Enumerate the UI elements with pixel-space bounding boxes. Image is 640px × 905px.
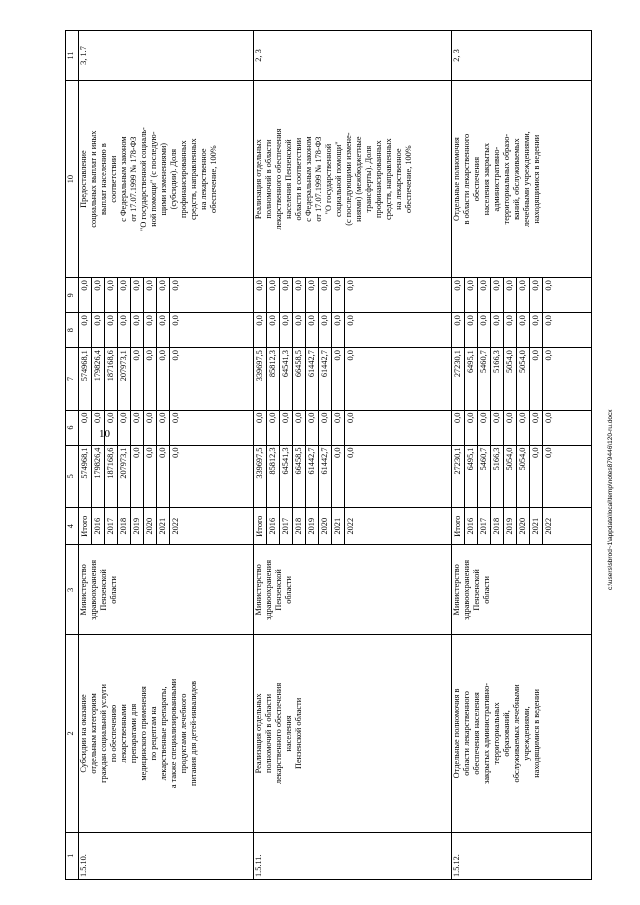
- total-funding-value: 5166,3: [491, 446, 504, 507]
- federal-funding-value: 0,0: [530, 411, 543, 445]
- year-list-value: 2020: [144, 508, 157, 544]
- header-col-1: 1: [66, 832, 79, 879]
- total-funding-value: 179826,4: [92, 446, 105, 507]
- other-funding: [79, 278, 254, 313]
- other-funding-value: 0,0: [293, 278, 306, 312]
- local-funding: [254, 313, 452, 348]
- other-funding-value: 0,0: [280, 278, 293, 312]
- local-funding-value: 0,0: [491, 313, 504, 347]
- total-funding-value: 66458,5: [293, 446, 306, 507]
- local-funding-value: 0,0: [157, 313, 170, 347]
- header-col-2: 2: [66, 635, 79, 832]
- year-list-value: 2017: [280, 508, 293, 544]
- federal-funding-value: 0,0: [544, 412, 553, 423]
- other-funding-value: 0,0: [267, 278, 280, 312]
- federal-funding-value: 0,0: [79, 411, 92, 445]
- other-funding-value: 0,0: [478, 278, 491, 312]
- header-col-5: 5: [66, 445, 79, 507]
- header-col-9: 9: [66, 278, 79, 313]
- expected-result: Предоставление социальных выплат и иных выплат населению в соответствии с Федеральным законом от 17.07.1999 № 178-ФЗ "О государственной социаль- ной помощи" (с последую- щими изменениями) (субсидии). Доля профинансированных средств, направленных на лекарственное обеспечение, 100%: [79, 80, 254, 277]
- year-list-value: 2020: [517, 508, 530, 544]
- total-funding-value: 61442,7: [306, 446, 319, 507]
- header-row: [66, 31, 79, 880]
- total-funding-value: 5054,0: [504, 446, 517, 507]
- regional-funding-value: 64541,3: [280, 348, 293, 409]
- year-list: [452, 507, 592, 544]
- total-funding-value: 5460,7: [478, 446, 491, 507]
- federal-funding-value: 0,0: [517, 411, 530, 445]
- local-funding-value: 0,0: [171, 315, 180, 326]
- federal-funding-value: 0,0: [319, 411, 332, 445]
- total-funding: [254, 445, 452, 507]
- federal-funding-value: 0,0: [465, 411, 478, 445]
- federal-funding-value: 0,0: [504, 411, 517, 445]
- total-funding-value: 187168,6: [105, 446, 118, 507]
- header-col-6: 6: [66, 410, 79, 445]
- local-funding-value: 0,0: [79, 313, 92, 347]
- total-funding-value: 85812,3: [267, 446, 280, 507]
- local-funding-value: 0,0: [504, 313, 517, 347]
- other-funding-value: 0,0: [346, 280, 355, 291]
- local-funding-value: 0,0: [517, 313, 530, 347]
- local-funding-value: 0,0: [478, 313, 491, 347]
- header-col-3: 3: [66, 545, 79, 635]
- other-funding-value: 0,0: [157, 278, 170, 312]
- federal-funding-value: 0,0: [306, 411, 319, 445]
- regional-funding-value: 187168,6: [105, 348, 118, 409]
- total-funding-value: 0,0: [157, 446, 170, 507]
- regional-funding-value: 339697,5: [254, 348, 267, 409]
- program-table-rotated: [65, 30, 581, 880]
- total-funding: [79, 445, 254, 507]
- measure-name: Реализация отдельных полномочий в области лекарственного обеспечения населения Пензенской области: [254, 635, 452, 832]
- table-row: [254, 31, 452, 880]
- regional-funding-value: 27230,1: [452, 348, 465, 409]
- federal-funding-value: 0,0: [171, 412, 180, 423]
- local-funding-value: 0,0: [544, 315, 553, 326]
- table-row: [452, 31, 592, 880]
- year-list-value: 2019: [131, 508, 144, 544]
- other-funding-value: 0,0: [517, 278, 530, 312]
- other-funding: [254, 278, 452, 313]
- local-funding-value: 0,0: [530, 313, 543, 347]
- local-funding-value: 0,0: [131, 313, 144, 347]
- executor: Министерство здравоохранения Пензенской области: [452, 545, 592, 635]
- year-list-value: 2016: [267, 508, 280, 544]
- header-col-10: 10: [66, 80, 79, 277]
- federal-funding-value: 0,0: [157, 411, 170, 445]
- other-funding-value: 0,0: [118, 278, 131, 312]
- header-col-8: 8: [66, 313, 79, 348]
- regional-funding-value: 0,0: [144, 348, 157, 409]
- table-row: [79, 31, 254, 880]
- regional-funding-value: 574968,1: [79, 348, 92, 409]
- other-funding-value: 0,0: [171, 280, 180, 291]
- other-funding-value: 0,0: [254, 278, 267, 312]
- local-funding-value: 0,0: [92, 313, 105, 347]
- regional-funding-value: 6495,1: [465, 348, 478, 409]
- local-funding-value: 0,0: [293, 313, 306, 347]
- total-funding-value: 0,0: [131, 446, 144, 507]
- regional-funding-value: 0,0: [157, 348, 170, 409]
- other-funding-value: 0,0: [79, 278, 92, 312]
- regional-funding-value: 0,0: [346, 350, 355, 361]
- year-list-value: 2017: [105, 508, 118, 544]
- regional-funding-value: 5054,0: [504, 348, 517, 409]
- regional-funding-value: 5166,3: [491, 348, 504, 409]
- federal-funding-value: 0,0: [118, 411, 131, 445]
- indicator-ref: 2, 3: [452, 31, 592, 81]
- header-col-7: 7: [66, 348, 79, 410]
- regional-funding-value: 61442,7: [319, 348, 332, 409]
- local-funding-value: 0,0: [280, 313, 293, 347]
- regional-funding-value: 85812,3: [267, 348, 280, 409]
- footer-file-path: c:\users\sbrod~1\appdata\local\temp\notes879446\120-ru.docx: [607, 409, 614, 590]
- regional-funding-value: 0,0: [530, 348, 543, 409]
- federal-funding: [254, 410, 452, 445]
- year-list-value: 2021: [332, 508, 345, 544]
- other-funding-value: 0,0: [131, 278, 144, 312]
- regional-funding-value: 0,0: [544, 350, 553, 361]
- other-funding-value: 0,0: [144, 278, 157, 312]
- measure-name: Отдельные полномочия в области лекарственного обеспечения населения закрытых административно- территориальных образований, обслуживаемых лечебными учреждениями, находящимися в ведении: [452, 635, 592, 832]
- local-funding-value: 0,0: [254, 313, 267, 347]
- year-list-value: 2022: [346, 517, 355, 535]
- local-funding-value: 0,0: [319, 313, 332, 347]
- total-funding-value: 27230,1: [452, 446, 465, 507]
- other-funding-value: 0,0: [465, 278, 478, 312]
- other-funding-value: 0,0: [319, 278, 332, 312]
- federal-funding-value: 0,0: [105, 411, 118, 445]
- indicator-ref: 3, 1.7: [79, 31, 254, 81]
- other-funding-value: 0,0: [504, 278, 517, 312]
- program-table: [65, 30, 592, 880]
- year-list-value: 2016: [92, 508, 105, 544]
- federal-funding-value: 0,0: [332, 411, 345, 445]
- local-funding-value: 0,0: [332, 313, 345, 347]
- other-funding-value: 0,0: [544, 280, 553, 291]
- expected-result: Отдельные полномочия в области лекарственного обеспечения населения закрытых административно- территориальных образо- ваний, обслуживаемых лечебными учреждениями, находящимися в ведении: [452, 80, 592, 277]
- total-funding-value: 574968,1: [79, 446, 92, 507]
- federal-funding-value: 0,0: [491, 411, 504, 445]
- local-funding-value: 0,0: [118, 313, 131, 347]
- local-funding-value: 0,0: [105, 313, 118, 347]
- regional-funding-value: 5054,0: [517, 348, 530, 409]
- row-number: 1.5.11.: [254, 832, 452, 879]
- regional-funding-value: 66458,5: [293, 348, 306, 409]
- federal-funding-value: 0,0: [280, 411, 293, 445]
- year-list-value: 2022: [171, 517, 180, 535]
- other-funding-value: 0,0: [105, 278, 118, 312]
- other-funding-value: 0,0: [491, 278, 504, 312]
- local-funding-value: 0,0: [452, 313, 465, 347]
- regional-funding: [254, 348, 452, 410]
- year-list-value: 2019: [504, 508, 517, 544]
- row-number: 1.5.12.: [452, 832, 592, 879]
- regional-funding-value: 5460,7: [478, 348, 491, 409]
- measure-name: Субсидии на оказание отдельным категориям граждан социальной услуги по обеспечению лекарственными препаратами для медицинского применения по рецептам на лекарственные препараты, а также специализированными продуктами лечебного питания для детей-инвалидов: [79, 635, 254, 832]
- expected-result: Реализация отдельных полномочий в области лекарственного обеспечения населения Пензенской области в соответствии с Федеральным законом от 17.07.1999 № 178-ФЗ "О государственной социальной помощи" (с последующими измене- ниями) (межбюджетные трансферты). Доля профинансированных средств, направленных на лекарственное обеспечение, 100%: [254, 80, 452, 277]
- total-funding-value: 0,0: [544, 447, 553, 458]
- header-col-11: 11: [66, 31, 79, 81]
- regional-funding-value: 61442,7: [306, 348, 319, 409]
- federal-funding: [79, 410, 254, 445]
- year-list-value: 2016: [465, 508, 478, 544]
- regional-funding-value: 207973,1: [118, 348, 131, 409]
- row-number: 1.5.10.: [79, 832, 254, 879]
- local-funding: [79, 313, 254, 348]
- federal-funding-value: 0,0: [346, 412, 355, 423]
- total-funding-value: 64541,3: [280, 446, 293, 507]
- federal-funding-value: 0,0: [131, 411, 144, 445]
- total-funding-value: 5054,0: [517, 446, 530, 507]
- executor: Министерство здравоохранения Пензенской области: [79, 545, 254, 635]
- local-funding: [452, 313, 592, 348]
- year-list-value: 2022: [544, 517, 553, 535]
- year-list-value: Итого: [254, 508, 267, 544]
- local-funding-value: 0,0: [346, 315, 355, 326]
- year-list: [254, 507, 452, 544]
- regional-funding-value: 0,0: [131, 348, 144, 409]
- other-funding-value: 0,0: [306, 278, 319, 312]
- total-funding-value: 339697,5: [254, 446, 267, 507]
- year-list-value: 2018: [491, 508, 504, 544]
- year-list-value: 2020: [319, 508, 332, 544]
- indicator-ref: 2, 3: [254, 31, 452, 81]
- local-funding-value: 0,0: [306, 313, 319, 347]
- federal-funding: [452, 410, 592, 445]
- local-funding-value: 0,0: [465, 313, 478, 347]
- other-funding-value: 0,0: [452, 278, 465, 312]
- federal-funding-value: 0,0: [267, 411, 280, 445]
- page-number: 10: [99, 428, 110, 440]
- total-funding-value: 0,0: [530, 446, 543, 507]
- federal-funding-value: 0,0: [478, 411, 491, 445]
- total-funding-value: 0,0: [171, 447, 180, 458]
- year-list-value: Итого: [452, 508, 465, 544]
- total-funding: [452, 445, 592, 507]
- year-list-value: 2018: [118, 508, 131, 544]
- federal-funding-value: 0,0: [452, 411, 465, 445]
- federal-funding-value: 0,0: [92, 411, 105, 445]
- federal-funding-value: 0,0: [293, 411, 306, 445]
- year-list-value: 2019: [306, 508, 319, 544]
- regional-funding: [79, 348, 254, 410]
- other-funding-value: 0,0: [332, 278, 345, 312]
- federal-funding-value: 0,0: [254, 411, 267, 445]
- other-funding-value: 0,0: [92, 278, 105, 312]
- year-list-value: 2021: [530, 508, 543, 544]
- year-list-value: 2017: [478, 508, 491, 544]
- other-funding: [452, 278, 592, 313]
- year-list-value: 2018: [293, 508, 306, 544]
- regional-funding-value: 0,0: [332, 348, 345, 409]
- total-funding-value: 61442,7: [319, 446, 332, 507]
- other-funding-value: 0,0: [530, 278, 543, 312]
- total-funding-value: 0,0: [144, 446, 157, 507]
- header-col-4: 4: [66, 507, 79, 544]
- executor: Министерство здравоохранения Пензенской области: [254, 545, 452, 635]
- total-funding-value: 0,0: [346, 447, 355, 458]
- federal-funding-value: 0,0: [144, 411, 157, 445]
- total-funding-value: 6495,1: [465, 446, 478, 507]
- regional-funding: [452, 348, 592, 410]
- local-funding-value: 0,0: [144, 313, 157, 347]
- total-funding-value: 0,0: [332, 446, 345, 507]
- regional-funding-value: 179826,4: [92, 348, 105, 409]
- local-funding-value: 0,0: [267, 313, 280, 347]
- year-list-value: Итого: [79, 508, 92, 544]
- year-list-value: 2021: [157, 508, 170, 544]
- regional-funding-value: 0,0: [171, 350, 180, 361]
- total-funding-value: 207973,1: [118, 446, 131, 507]
- year-list: [79, 507, 254, 544]
